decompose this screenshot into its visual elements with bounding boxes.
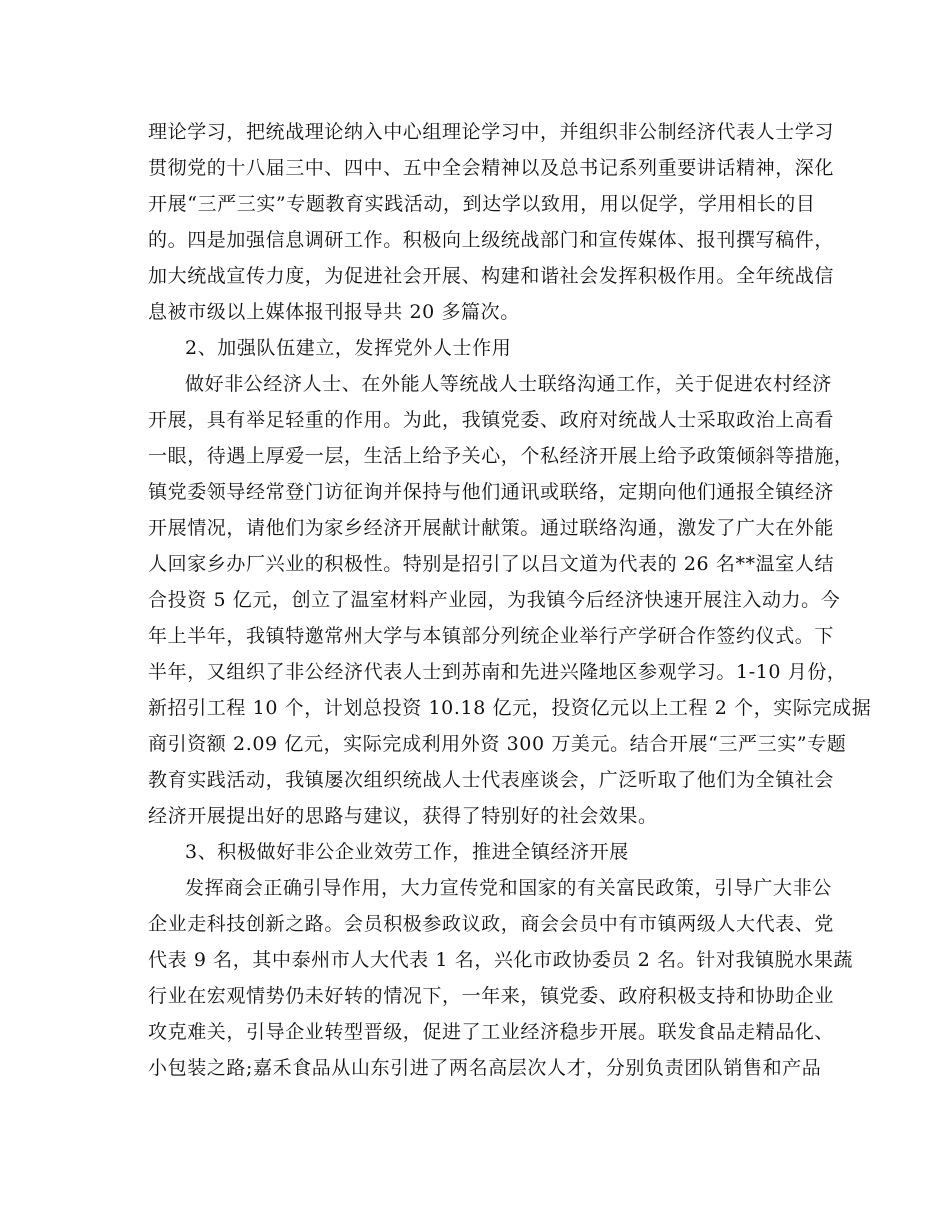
text-line-8: 做好非公经济人士、在外能人等统战人士联络沟通工作，关于促进农村经济 [185, 373, 832, 395]
text-line-11: 镇党委领导经常登门访征询并保持与他们通讯或联络，定期向他们通报全镇经济 [148, 481, 835, 503]
text-line-5: 加大统战宣传力度，为促进社会开展、构建和谐社会发挥积极作用。全年统战信 [148, 265, 835, 287]
document-body [148, 117, 872, 1089]
text-line-20: 经济开展提出好的思路与建议，获得了特别好的社会效果。 [148, 805, 658, 827]
text-line-24: 代表 9 名，其中泰州市人大代表 1 名，兴化市政协委员 2 名。针对我镇脱水果蔬 [148, 949, 854, 971]
text-line-17: 新招引工程 10 个，计划总投资 10.18 亿元，投资亿元以上工程 2 个，实际完成据 [148, 697, 872, 719]
text-line-22: 发挥商会正确引导作用，大力宣传党和国家的有关富民政策，引导广大非公 [185, 877, 832, 899]
text-line-26: 攻克难关，引导企业转型晋级，促进了工业经济稳步开展。联发食品走精品化、 [148, 1021, 835, 1043]
text-line-14: 合投资 5 亿元，创立了温室材料产业园，为我镇今后经济快速开展注入动力。今 [148, 589, 841, 611]
text-line-19: 教育实践活动，我镇屡次组织统战人士代表座谈会，广泛听取了他们为全镇社会 [148, 769, 835, 791]
text-line-2: 贯彻党的十八届三中、四中、五中全会精神以及总书记系列重要讲话精神，深化 [148, 157, 835, 179]
section-heading-2: 2、加强队伍建立，发挥党外人士作用 [185, 337, 512, 359]
text-line-3: 开展“三严三实”专题教育实践活动，到达学以致用，用以促学，学用相长的目 [148, 193, 816, 215]
text-line-25: 行业在宏观情势仍未好转的情况下，一年来，镇党委、政府积极支持和协助企业 [148, 985, 835, 1007]
text-line-16: 半年，又组织了非公经济代表人士到苏南和先进兴隆地区参观学习。1-10 月份， [148, 661, 847, 683]
text-line-4: 的。四是加强信息调研工作。积极向上级统战部门和宣传媒体、报刊撰写稿件， [148, 229, 835, 251]
text-line-15: 年上半年，我镇特邀常州大学与本镇部分列统企业举行产学研合作签约仪式。下 [148, 625, 835, 647]
text-line-6: 息被市级以上媒体报刊报导共 20 多篇次。 [148, 301, 520, 323]
text-line-9: 开展，具有举足轻重的作用。为此，我镇党委、政府对统战人士采取政治上高看 [148, 409, 835, 431]
section-heading-3: 3、积极做好非公企业效劳工作，推进全镇经济开展 [185, 841, 629, 863]
text-line-10: 一眼，待遇上厚爱一层，生活上给予关心，个私经济开展上给予政策倾斜等措施， [148, 445, 854, 467]
text-line-13: 人回家乡办厂兴业的积极性。特别是招引了以吕文道为代表的 26 名**温室人结 [148, 553, 835, 575]
text-line-18: 商引资额 2.09 亿元，实际完成利用外资 300 万美元。结合开展“三严三实”专题 [148, 733, 847, 755]
text-line-23: 企业走科技创新之路。会员积极参政议政，商会会员中有市镇两级人大代表、党 [148, 913, 835, 935]
text-line-1: 理论学习，把统战理论纳入中心组理论学习中，并组织非公制经济代表人士学习 [148, 121, 835, 143]
text-line-27: 小包装之路;嘉禾食品从山东引进了两名高层次人才，分别负责团队销售和产品 [148, 1057, 822, 1079]
text-line-12: 开展情况，请他们为家乡经济开展献计献策。通过联络沟通，激发了广大在外能 [148, 517, 835, 539]
